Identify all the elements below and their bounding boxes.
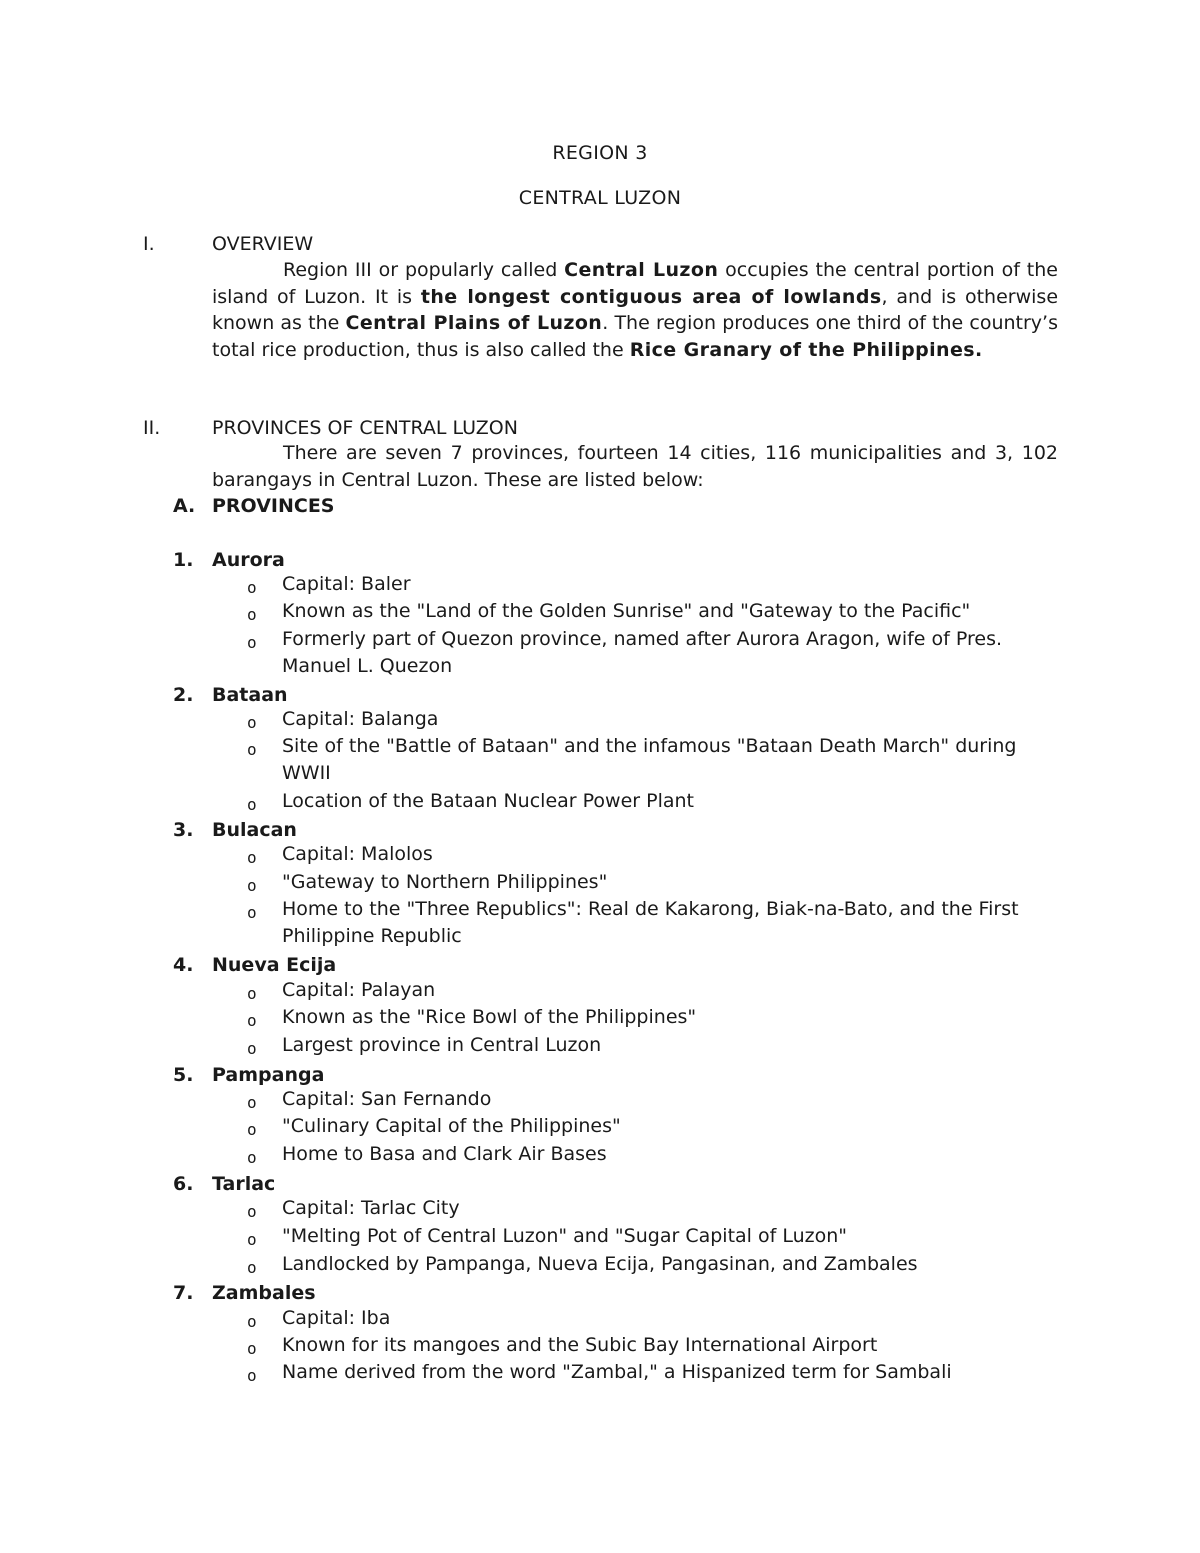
bullet-icon: o bbox=[247, 1202, 257, 1221]
bullet-icon: o bbox=[247, 1339, 257, 1358]
bullet-icon: o bbox=[247, 1093, 257, 1112]
province-number: 2. bbox=[173, 684, 194, 706]
paragraph-text: occupies the central portion of the island of Luzon. It is bbox=[212, 259, 1058, 308]
province-fact: Capital: San Fernando bbox=[282, 1088, 492, 1110]
province-fact: Capital: Malolos bbox=[282, 843, 433, 865]
emphasis-text: the longest contiguous area of lowlands bbox=[420, 285, 882, 308]
province-name: Nueva Ecija bbox=[212, 954, 337, 976]
province-number: 5. bbox=[173, 1064, 194, 1086]
section-heading: OVERVIEW bbox=[212, 233, 314, 255]
province-name: Aurora bbox=[212, 549, 285, 571]
document-title: REGION 3 bbox=[552, 142, 648, 164]
province-fact: Location of the Bataan Nuclear Power Plant bbox=[282, 790, 694, 812]
bullet-icon: o bbox=[247, 740, 257, 759]
province-number: 4. bbox=[173, 954, 194, 976]
province-fact: "Culinary Capital of the Philippines" bbox=[282, 1115, 621, 1137]
overview-paragraph bbox=[212, 257, 1058, 363]
province-fact: Largest province in Central Luzon bbox=[282, 1034, 602, 1056]
section-numeral: II. bbox=[143, 417, 161, 439]
province-fact: Known for its mangoes and the Subic Bay International Airport bbox=[282, 1334, 878, 1356]
provinces-intro-paragraph bbox=[212, 440, 1058, 493]
emphasis-text: Central Plains of Luzon bbox=[345, 312, 603, 334]
bullet-icon: o bbox=[247, 633, 257, 652]
province-fact: Capital: Iba bbox=[282, 1307, 391, 1329]
province-fact: Site of the "Battle of Bataan" and the infamous "Bataan Death March" during WWII bbox=[282, 735, 1017, 784]
province-fact: Home to Basa and Clark Air Bases bbox=[282, 1143, 607, 1165]
province-fact: Name derived from the word "Zambal," a Hispanized term for Sambali bbox=[282, 1361, 952, 1383]
province-fact: "Gateway to Northern Philippines" bbox=[282, 871, 608, 893]
province-name: Pampanga bbox=[212, 1064, 325, 1086]
bullet-icon: o bbox=[247, 876, 257, 895]
province-name: Bataan bbox=[212, 684, 288, 706]
bullet-icon: o bbox=[247, 1230, 257, 1249]
province-fact: Home to the "Three Republics": Real de Kakarong, Biak-na-Bato, and the First Philippine Republic bbox=[282, 898, 1019, 947]
bullet-icon: o bbox=[247, 1120, 257, 1139]
province-fact: "Melting Pot of Central Luzon" and "Sugar Capital of Luzon" bbox=[282, 1225, 848, 1247]
section-numeral: I. bbox=[143, 233, 155, 255]
province-fact: Known as the "Rice Bowl of the Philippines" bbox=[282, 1006, 697, 1028]
document-subtitle: CENTRAL LUZON bbox=[518, 187, 682, 209]
province-number: 7. bbox=[173, 1282, 194, 1304]
bullet-icon: o bbox=[247, 1312, 257, 1331]
province-fact: Landlocked by Pampanga, Nueva Ecija, Pangasinan, and Zambales bbox=[282, 1253, 918, 1275]
paragraph-text: Region III or popularly called bbox=[283, 259, 565, 281]
bullet-icon: o bbox=[247, 984, 257, 1003]
paragraph-text: There are seven 7 provinces, fourteen 14 cities, 116 municipalities and 3, 102 barangays in Central Luzon. These are listed below: bbox=[212, 442, 1058, 491]
bullet-icon: o bbox=[247, 605, 257, 624]
province-fact: Known as the "Land of the Golden Sunrise" and "Gateway to the Pacific" bbox=[282, 600, 971, 622]
bullet-icon: o bbox=[247, 1366, 257, 1385]
province-number: 3. bbox=[173, 819, 194, 841]
emphasis-text: Rice Granary of the Philippines. bbox=[629, 338, 983, 361]
province-name: Bulacan bbox=[212, 819, 297, 841]
subsection-letter: A. bbox=[173, 495, 196, 517]
section-heading: PROVINCES OF CENTRAL LUZON bbox=[212, 417, 518, 439]
province-name: Tarlac bbox=[212, 1173, 276, 1195]
province-fact: Capital: Balanga bbox=[282, 708, 439, 730]
province-fact: Capital: Baler bbox=[282, 573, 411, 595]
bullet-icon: o bbox=[247, 1148, 257, 1167]
emphasis-text: Central Luzon bbox=[564, 259, 719, 281]
bullet-icon: o bbox=[247, 1011, 257, 1030]
province-fact: Capital: Palayan bbox=[282, 979, 436, 1001]
province-number: 6. bbox=[173, 1173, 194, 1195]
bullet-icon: o bbox=[247, 1039, 257, 1058]
province-name: Zambales bbox=[212, 1282, 316, 1304]
bullet-icon: o bbox=[247, 578, 257, 597]
bullet-icon: o bbox=[247, 1258, 257, 1277]
province-fact: Formerly part of Quezon province, named after Aurora Aragon, wife of Pres. Manuel L. Quezon bbox=[282, 628, 1003, 677]
bullet-icon: o bbox=[247, 795, 257, 814]
bullet-icon: o bbox=[247, 713, 257, 732]
subsection-label: PROVINCES bbox=[212, 495, 335, 517]
province-number: 1. bbox=[173, 549, 194, 571]
paragraph-text: . The region produces one third of the country’s total rice production, thus is also called the bbox=[212, 312, 1058, 361]
bullet-icon: o bbox=[247, 848, 257, 867]
province-fact: Capital: Tarlac City bbox=[282, 1197, 460, 1219]
paragraph-text: , and is otherwise known as the bbox=[212, 285, 1059, 334]
bullet-icon: o bbox=[247, 903, 257, 922]
